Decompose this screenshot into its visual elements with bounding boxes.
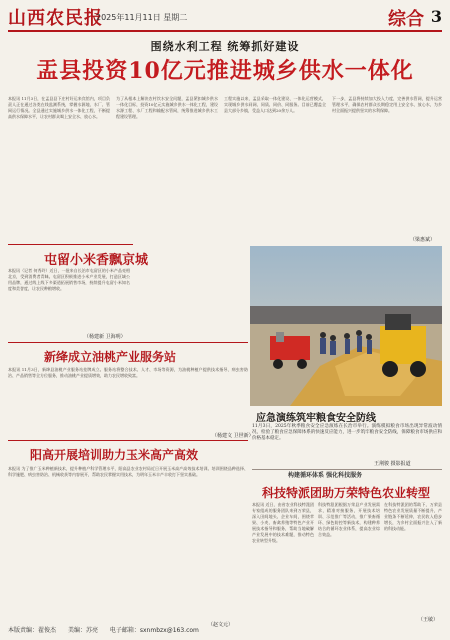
story-body: 本报讯 为了推广玉米种植新技术，提升种植户科学管理水平，阳高县农业农村局近日开展玉米高产高效技术培训。培训围绕品种选择、科学施肥、病虫害防治、机械收获等内容展开，帮助农民掌握实用技术，为明年玉米丰产丰收打下坚实基础。 <box>8 466 248 477</box>
story-body: 本报讯 11月3日，新绛县油桃产业服务站挂牌成立。服务站将整合技术、人才、市场等资源，为油桃种植户提供技术指导、病虫害防治、产品销售等全方位服务，推动油桃产业提质增效，助力农民增收致富。 <box>8 367 248 378</box>
photo-byline: 王荆骏 摄影报道 <box>374 461 411 467</box>
story-divider <box>252 469 442 470</box>
designer-credit: 美编：苏亮 <box>67 627 98 634</box>
story-divider <box>8 342 248 343</box>
photo-caption: 11月3日，2025年秋季粮食安全应急演练在长治市举行。演练模拟粮食市场出现异常波动情况，检验了粮食应急保障体系的快速反应能力，进一步筑牢粮食安全防线，保障粮食市场供应和价格基本稳定。 <box>252 424 442 441</box>
story-byline: （杨建新 卫海明） <box>84 334 126 340</box>
contact-email: 电子邮箱：sxnmbzx@163.com <box>109 627 199 634</box>
lead-headline: 盂县投资10亿元推进城乡供水一体化 <box>36 58 414 84</box>
lead-byline: （梁惠斌） <box>410 237 436 243</box>
masthead-rule <box>8 30 442 32</box>
story-byline: （赵文元） <box>208 622 234 628</box>
story-title: 新绛成立油桃产业服务站 <box>44 350 177 364</box>
story-title: 科技特派团助万荣特色农业转型 <box>262 486 431 500</box>
grain-drill-photo <box>250 246 442 406</box>
story-body: 本报讯（记者 何秀玲）近日，一批来自长治市屯留区的小米产品亮相北京，受到消费者青睐。屯留区积极推进小米产业发展，打造区域公用品牌，通过线上线下多渠道拓展销售市场，持续提升屯留小米知名度和美誉度，让农民种粮增收。 <box>8 268 130 291</box>
editor-credit: 本版责编：翟俊杰 <box>8 627 57 634</box>
issue-date: 2025年11月11日 星期二 <box>96 13 188 22</box>
photo-image <box>250 246 442 406</box>
photo-story-title: 应急演练筑牢粮食安全防线 <box>256 413 376 424</box>
story-divider <box>8 244 133 245</box>
story-divider <box>8 440 248 441</box>
story-column-1: 本报讯 近日，由省农业科技特派团专家组成的服务团队来到万荣县，深入田间地头、企业车间，围绕苹果、小麦、畜禽养殖等特色产业开展技术指导和服务，帮助当地破解产业发展中的技术难题，推动特色农业转型升级。 <box>252 502 314 543</box>
story-title: 阳高开展培训助力玉米高产高效 <box>30 448 199 462</box>
story-column-2: 科技特派团根据万荣县产业发展需求，精准对接服务，开展技术培训、示范推广等活动，推广果畜循环、绿色防控等新技术，构建种养结合的循环农业体系，提高农业综合效益。 <box>318 502 380 537</box>
story-byline: （杨建文 卫世新） <box>212 433 254 439</box>
story-title: 屯留小米香飘京城 <box>44 253 149 268</box>
story-byline: （王敏） <box>418 617 439 623</box>
story-column-3: 在科技特派团的帮助下，万荣县特色农业发展质量不断提升，产业链条不断延伸，农民收入稳步增长，为乡村全面振兴注入了新的科技动能。 <box>384 502 442 531</box>
section-name: 综合 <box>388 9 424 30</box>
page-number: 3 <box>430 7 442 26</box>
lead-kicker: 围绕水利工程 统筹抓好建设 <box>150 40 300 53</box>
lead-column-2: 为了从根本上解决农村饮水安全问题，孟县紧扣城乡供水一体化目标，投资10亿元实施城乡供水一体化工程，建设水源工程、水厂工程和输配水管网，统筹推进城乡供水工程建设管理。 <box>116 96 218 119</box>
page-footer <box>8 625 442 634</box>
lead-column-3: 工程实施以来，孟县采取一体化建设、一体化运营模式，实现城乡供水同网、同质、同价、同服务。目前已覆盖全县大部分乡镇，受益人口达到20余万人。 <box>224 96 326 113</box>
story-kicker: 构建循环体系 强化科技服务 <box>288 472 363 479</box>
newspaper-logo: 山西农民报 <box>8 8 103 29</box>
lead-column-4: 下一步，孟县将持续加大投入力度，完善供水管网，提升运营管理水平，确保农村群众长期稳定用上安全水、放心水，为乡村全面振兴提供坚实的水利保障。 <box>332 96 442 113</box>
lead-column-1: 本报讯 11月3日，在孟县县下庄村好运来宾馆内，项目负责人正在通过各类在线监测系统，掌握水源地、水厂、管网运行情况。全县通过实施城乡供水一体化工程，不断提高供水保障水平，让农村群众喝上安全水、放心水。 <box>8 96 110 119</box>
